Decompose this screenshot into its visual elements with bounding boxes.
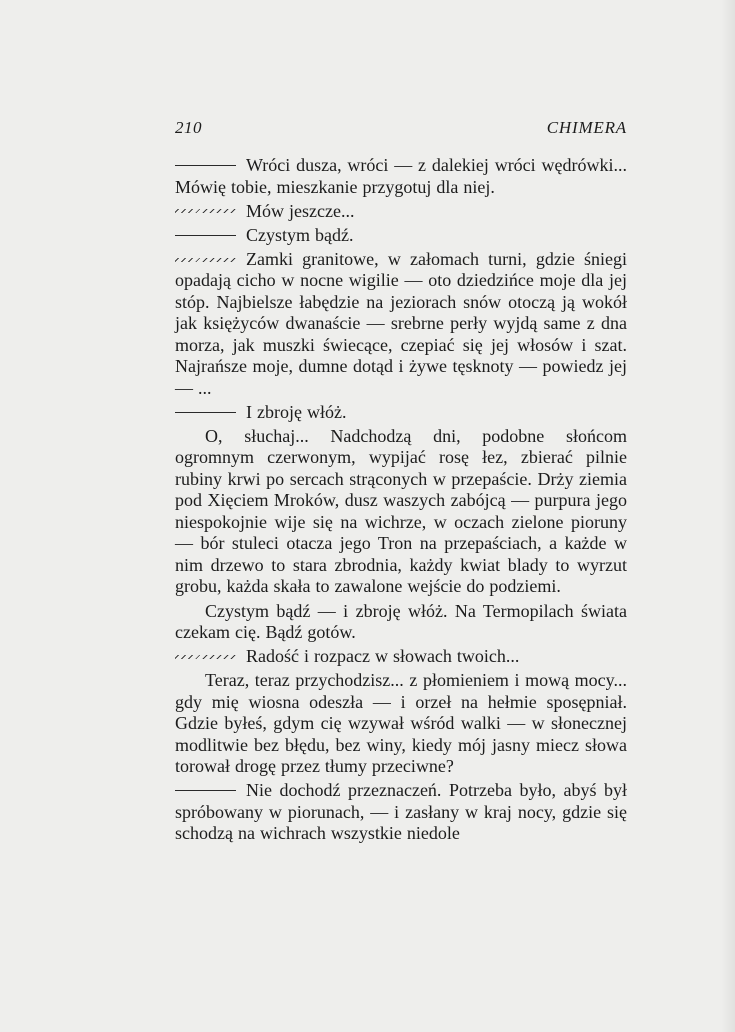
paragraph: Zamki granitowe, w załomach turni, gdzie śniegi opadają cicho w nocne wigilie — oto dziedzińce moje dla jej stóp. Najbielsze łabędzie na jeziorach snów otoczą ją wokół jak księżyców dwanaście — srebrne perły wyjdą same z dna morza, jak muszki świecące, czepiać się jej włosów i szat. Najrańsze moje, dumne dotąd i żywe tęsknoty — powiedz jej — ... (175, 248, 627, 398)
paragraph: Czystym bądź — i zbroję włóż. Na Termopilach świata czekam cię. Bądź gotów. (175, 600, 627, 643)
page-edge-shadow (721, 0, 735, 1032)
page-number: 210 (175, 118, 202, 137)
page-body (175, 155, 627, 845)
paragraph: Teraz, teraz przychodzisz... z płomieniem i mową mocy... gdy mię wiosna odeszła — i orzeł na hełmie sposępniał. Gdzie byłeś, gdym cię wzywał wśród walki — w słonecznej modlitwie bez błędu, bez winy, kiedy mój jasny miecz słowa torował drogę przez tłumy przeciwne? (175, 670, 627, 777)
paragraph: Czystym bądź. (175, 225, 627, 247)
paragraph: O, słuchaj... Nadchodzą dni, podobne słońcom ogromnym czerwonym, wypijać rosę łez, zbierać pilnie rubiny krwi po sercach strąconych w przepaście. Drży ziemia pod Xięciem Mroków, dusz waszych zabójcą — purpura jego niespokojnie wije się na wichrze, w oczach zielone pioruny — bór stuleci otacza jego Tron na przepaściach, a każde w nim drzewo to stara zbrodnia, każdy kwiat blady to wyrzut grobu, każda skała to zawalone wejście do podziemi. (175, 425, 627, 597)
paragraph: Nie dochodź przeznaczeń. Potrzeba było, abyś był spróbowany w piorunach, — i zasłany w kraj nocy, gdzie się schodzą na wichrach wszystkie niedole (175, 780, 627, 844)
paragraph: Wróci dusza, wróci — z dalekiej wróci wędrówki... Mówię tobie, mieszkanie przygotuj dla niej. (175, 155, 627, 197)
running-title: CHIMERA (546, 118, 627, 137)
paragraph: Radość i rozpacz w słowach twoich... (175, 646, 627, 668)
page-header (175, 118, 627, 142)
paragraph: I zbroję włóż. (175, 402, 627, 424)
paragraph: Mów jeszcze... (175, 201, 627, 223)
